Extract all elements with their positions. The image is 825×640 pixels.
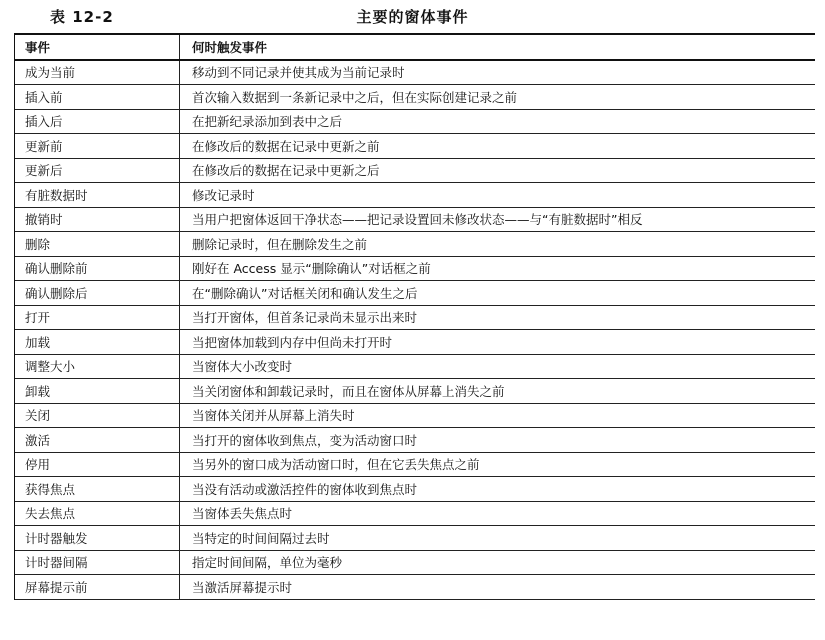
event-name-cell: 激活 (15, 428, 180, 452)
event-name-cell: 插入前 (15, 85, 180, 109)
event-name-cell: 插入后 (15, 110, 180, 134)
table-row (15, 477, 815, 502)
trigger-description-cell: 当没有活动或激活控件的窗体收到焦点时 (192, 481, 418, 497)
event-name-cell: 有脏数据时 (15, 183, 180, 207)
event-name-cell: 成为当前 (15, 61, 180, 85)
table-row (15, 453, 815, 478)
event-name-cell: 卸载 (15, 379, 180, 403)
table-row (15, 355, 815, 380)
trigger-description-cell: 当激活屏幕提示时 (192, 579, 293, 595)
table-row (15, 379, 815, 404)
event-name-cell: 计时器触发 (15, 526, 180, 550)
event-name-cell: 加载 (15, 330, 180, 354)
table-row (15, 85, 815, 110)
table-row (15, 134, 815, 159)
trigger-description-cell: 当打开的窗体收到焦点，变为活动窗口时 (192, 432, 418, 448)
table-row (15, 502, 815, 527)
table-row (15, 159, 815, 184)
trigger-description-cell: 删除记录时，但在删除发生之前 (192, 236, 368, 252)
table-row (15, 404, 815, 429)
trigger-description-cell: 在“删除确认”对话框关闭和确认发生之后 (192, 285, 418, 301)
trigger-description-cell: 在修改后的数据在记录中更新之前 (192, 138, 380, 154)
trigger-description-cell: 在把新纪录添加到表中之后 (192, 114, 343, 130)
event-name-cell: 停用 (15, 453, 180, 477)
trigger-description-cell: 当另外的窗口成为活动窗口时，但在它丢失焦点之前 (192, 457, 480, 473)
table-row (15, 110, 815, 135)
trigger-description-cell: 当关闭窗体和卸载记录时，而且在窗体从屏幕上消失之前 (192, 383, 505, 399)
table-body (15, 61, 815, 600)
trigger-description-cell: 当用户把窗体返回干净状态——把记录设置回未修改状态——与“有脏数据时”相反 (192, 212, 643, 228)
trigger-description-cell: 修改记录时 (192, 187, 255, 203)
trigger-description-cell: 当窗体关闭并从屏幕上消失时 (192, 408, 355, 424)
event-name-cell: 撤销时 (15, 208, 180, 232)
event-name-cell: 计时器间隔 (15, 551, 180, 575)
trigger-description-cell: 当把窗体加载到内存中但尚未打开时 (192, 334, 393, 350)
trigger-description-cell: 当特定的时间间隔过去时 (192, 530, 330, 546)
table-row (15, 61, 815, 86)
trigger-description-cell: 在修改后的数据在记录中更新之后 (192, 163, 380, 179)
trigger-description-cell: 当窗体丢失焦点时 (192, 506, 293, 522)
table-row (15, 257, 815, 282)
event-name-cell: 更新后 (15, 159, 180, 183)
table-row (15, 183, 815, 208)
trigger-description-cell: 刚好在 Access 显示“删除确认”对话框之前 (192, 261, 431, 277)
table-row (15, 232, 815, 257)
event-name-cell: 获得焦点 (15, 477, 180, 501)
trigger-description-cell: 当打开窗体，但首条记录尚未显示出来时 (192, 310, 418, 326)
event-name-cell: 确认删除后 (15, 281, 180, 305)
table-row (15, 208, 815, 233)
table-row (15, 526, 815, 551)
table-title: 主要的窗体事件 (356, 8, 469, 26)
event-name-cell: 删除 (15, 232, 180, 256)
header-event: 事件 (15, 35, 180, 59)
event-name-cell: 打开 (15, 306, 180, 330)
event-name-cell: 失去焦点 (15, 502, 180, 526)
event-name-cell: 屏幕提示前 (15, 575, 180, 599)
table-row (15, 428, 815, 453)
trigger-description-cell: 移动到不同记录并使其成为当前记录时 (192, 65, 405, 81)
trigger-description-cell: 首次输入数据到一条新记录中之后，但在实际创建记录之前 (192, 89, 518, 105)
event-name-cell: 确认删除前 (15, 257, 180, 281)
table-caption (0, 0, 825, 32)
table-row (15, 575, 815, 600)
table-row (15, 330, 815, 355)
table-row (15, 281, 815, 306)
table-header-row (15, 35, 815, 61)
trigger-description-cell: 当窗体大小改变时 (192, 359, 293, 375)
event-name-cell: 调整大小 (15, 355, 180, 379)
event-name-cell: 关闭 (15, 404, 180, 428)
table-row (15, 306, 815, 331)
event-name-cell: 更新前 (15, 134, 180, 158)
header-trigger-time: 何时触发事件 (192, 39, 268, 55)
events-table (14, 33, 815, 600)
trigger-description-cell: 指定时间间隔，单位为毫秒 (192, 555, 343, 571)
table-number: 表 12-2 (50, 8, 114, 26)
table-row (15, 551, 815, 576)
